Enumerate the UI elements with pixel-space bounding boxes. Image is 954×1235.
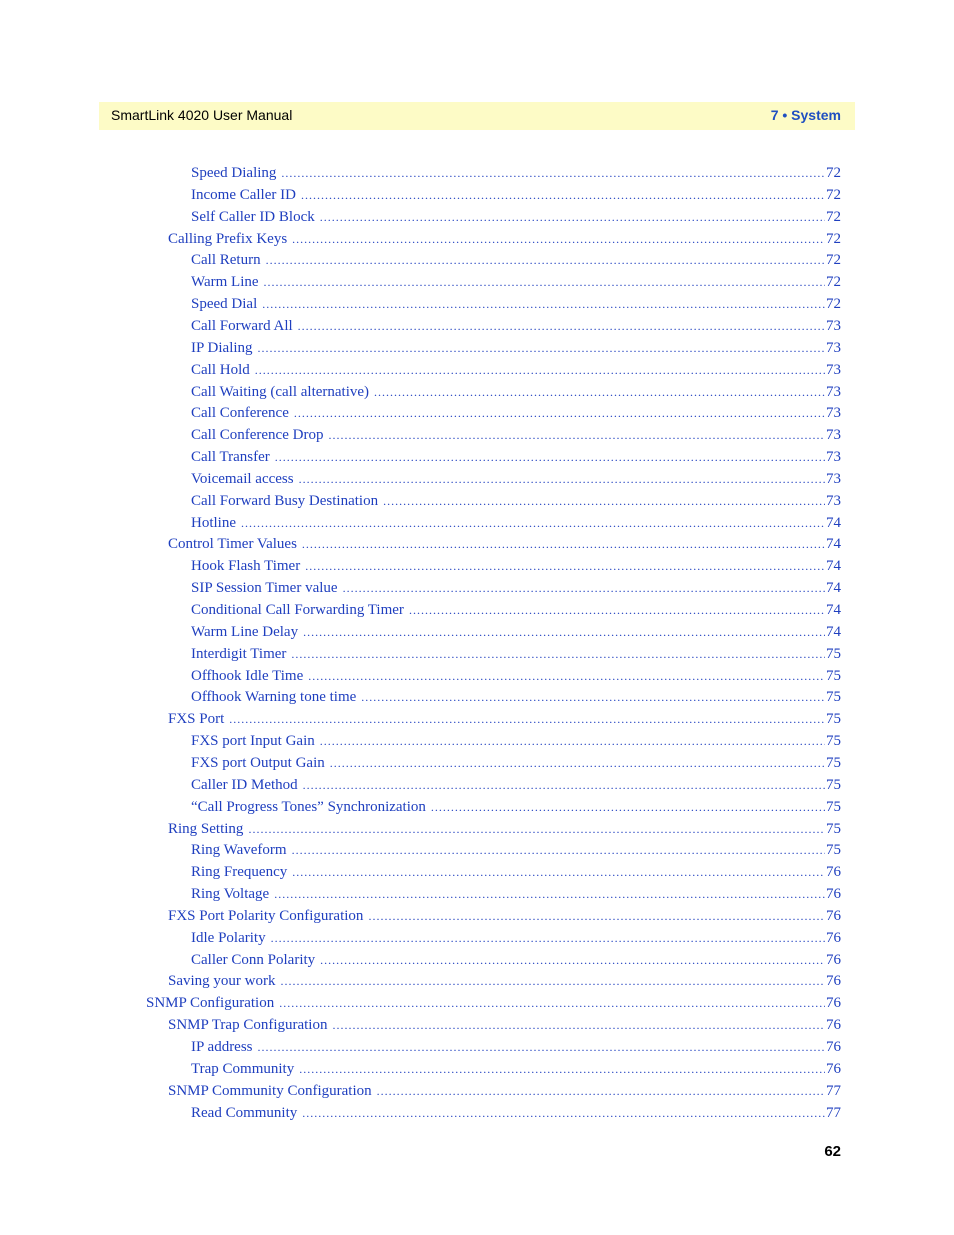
toc-entry-page: 77 [826,1104,841,1121]
toc-entry[interactable] [191,249,841,271]
toc-entry[interactable] [191,1058,841,1080]
toc-entry-page: 73 [826,492,841,509]
toc-entry-title: Self Caller ID Block [191,208,315,225]
toc-entry-title: Read Community [191,1104,298,1121]
toc-entry-page: 74 [826,536,841,553]
toc-leader-dots [301,184,825,206]
toc-entry[interactable] [168,1014,841,1036]
toc-leader-dots [229,708,825,730]
toc-leader-dots [291,643,825,665]
toc-entry-title: Caller Conn Polarity [191,951,316,968]
toc-entry[interactable] [191,424,841,446]
toc-entry-page: 72 [826,274,841,291]
toc-entry-page: 74 [826,602,841,618]
toc-entry-title: Speed Dial [191,296,258,313]
toc-entry-page: 73 [826,339,841,356]
toc-leader-dots [328,424,825,446]
toc-entry-title: SNMP Configuration [146,995,275,1012]
toc-entry-page: 76 [826,1017,841,1034]
toc-leader-dots [320,949,825,971]
toc-entry[interactable] [191,861,841,883]
toc-entry[interactable] [191,774,841,796]
toc-entry-page: 75 [826,733,841,750]
toc-leader-dots [320,206,825,228]
toc-leader-dots [332,1014,825,1036]
toc-leader-dots [271,927,825,949]
toc-entry-title: Interdigit Timer [191,645,287,662]
toc-entry[interactable] [191,730,841,752]
toc-leader-dots [279,992,825,1014]
toc-leader-dots [275,446,825,468]
toc-entry[interactable] [168,228,841,250]
toc-entry-page: 75 [826,645,841,662]
toc-entry[interactable] [191,1102,841,1124]
toc-entry-title: Call Transfer [191,449,270,466]
toc-entry-title: Conditional Call Forwarding Timer [191,602,404,618]
toc-leader-dots [281,162,825,184]
toc-entry-title: Call Forward All [191,317,293,334]
toc-leader-dots [294,402,825,424]
toc-entry[interactable] [191,271,841,293]
toc-entry-title: Ring Voltage [191,886,270,903]
toc-entry[interactable] [191,206,841,228]
toc-entry-title: IP Dialing [191,339,253,356]
toc-entry-title: FXS Port Polarity Configuration [168,907,364,924]
toc-leader-dots [241,512,825,534]
toc-entry-page: 76 [826,907,841,924]
toc-entry-page: 75 [826,754,841,771]
toc-entry-title: Warm Line [191,274,259,291]
toc-entry[interactable] [191,621,841,643]
toc-entry-page: 75 [826,776,841,793]
toc-entry-title: FXS Port [168,711,225,728]
toc-entry[interactable] [191,839,841,861]
toc-entry[interactable] [191,337,841,359]
toc-entry[interactable] [191,883,841,905]
toc-entry-page: 76 [826,1060,841,1077]
toc-entry-title: SNMP Community Configuration [168,1082,372,1099]
toc-leader-dots [330,752,825,774]
toc-entry-page: 77 [826,1082,841,1099]
toc-entry-title: Call Forward Busy Destination [191,492,379,509]
toc-entry-title: Call Conference Drop [191,427,324,444]
toc-entry[interactable] [191,293,841,315]
toc-leader-dots [298,315,825,337]
toc-leader-dots [255,359,825,381]
toc-entry-title: Offhook Warning tone time [191,689,357,706]
toc-entry[interactable] [146,992,841,1014]
toc-entry-title: Call Hold [191,361,250,378]
page-number: 62 [824,1143,841,1160]
toc-entry-title: Income Caller ID [191,186,296,203]
toc-entry-title: Calling Prefix Keys [168,230,288,247]
toc-entry[interactable] [191,577,841,599]
toc-entry[interactable] [191,446,841,468]
toc-entry-title: Speed Dialing [191,165,277,181]
toc-entry-title: SIP Session Timer value [191,580,338,597]
toc-leader-dots [302,533,825,555]
toc-entry-title: “Call Progress Tones” Synchronization [191,798,426,815]
toc-entry[interactable] [168,1080,841,1102]
toc-entry-page: 75 [826,820,841,837]
toc-entry-page: 75 [826,667,841,684]
toc-entry[interactable] [191,184,841,206]
chapter-title: 7 • System [770,107,841,123]
toc-entry-title: Hook Flash Timer [191,558,301,575]
toc-entry-title: Warm Line Delay [191,623,299,640]
toc-entry-page: 75 [826,711,841,728]
toc-entry-page: 73 [826,470,841,487]
manual-title: SmartLink 4020 User Manual [111,107,293,123]
toc-entry-page: 72 [826,208,841,225]
toc-leader-dots [303,621,825,643]
toc-entry[interactable] [191,949,841,971]
toc-entry-page: 74 [826,623,841,640]
toc-entry-title: IP address [191,1039,253,1055]
toc-entry-title: FXS port Input Gain [191,733,315,750]
toc-entry-title: Ring Waveform [191,842,287,859]
toc-entry-title: Caller ID Method [191,776,298,793]
toc-leader-dots [299,1058,825,1080]
toc-entry[interactable] [168,818,841,840]
toc-entry-title: Idle Polarity [191,929,266,946]
toc-entry-page: 75 [826,798,841,815]
toc-entry[interactable] [191,665,841,687]
toc-entry-page: 75 [826,689,841,706]
toc-entry[interactable] [191,643,841,665]
toc-entry[interactable] [168,533,841,555]
toc-entry-page: 76 [826,1039,841,1055]
toc-leader-dots [343,577,825,599]
toc-leader-dots [292,839,825,861]
toc-leader-dots [262,293,825,315]
toc-entry-page: 73 [826,383,841,400]
toc-entry-title: Saving your work [168,973,276,990]
running-header [99,102,855,130]
toc-leader-dots [248,818,825,840]
toc-entry-page: 73 [826,427,841,444]
toc-entry-page: 73 [826,449,841,466]
toc-entry-page: 76 [826,929,841,946]
toc-entry-title: Call Waiting (call alternative) [191,383,370,400]
toc-leader-dots [274,883,825,905]
toc-leader-dots [258,1036,825,1058]
toc-leader-dots [266,249,825,271]
toc-entry-title: Trap Community [191,1060,295,1077]
toc-leader-dots [368,905,825,927]
toc-entry[interactable] [191,1036,841,1058]
toc-entry-page: 74 [826,558,841,575]
toc-entry-title: Hotline [191,514,236,531]
toc-entry[interactable] [191,490,841,512]
toc-leader-dots [292,228,825,250]
toc-entry-page: 73 [826,317,841,334]
toc-entry[interactable] [168,905,841,927]
toc-entry-page: 72 [826,296,841,313]
toc-entry-page: 75 [826,842,841,859]
toc-entry-page: 76 [826,864,841,881]
toc-entry[interactable] [191,686,841,708]
toc-entry[interactable] [191,512,841,534]
toc-entry-page: 74 [826,514,841,531]
toc-entry-page: 72 [826,230,841,247]
toc-entry-title: Voicemail access [191,470,294,487]
toc-entry-page: 76 [826,995,841,1012]
toc-leader-dots [281,970,826,992]
toc-entry[interactable] [191,162,841,184]
toc-entry[interactable] [191,359,841,381]
toc-leader-dots [264,271,825,293]
toc-leader-dots [258,337,825,359]
toc-leader-dots [320,730,825,752]
toc-entry[interactable] [191,555,841,577]
toc-leader-dots [383,490,825,512]
toc-leader-dots [302,1102,825,1124]
toc-entry[interactable] [191,599,841,621]
toc-entry-title: Offhook Idle Time [191,667,304,684]
toc-entry[interactable] [168,970,841,992]
toc-entry[interactable] [191,468,841,490]
toc-leader-dots [303,774,825,796]
toc-entry-title: Ring Frequency [191,864,288,881]
toc-entry-page: 76 [826,951,841,968]
toc-leader-dots [377,1080,825,1102]
toc-entry[interactable] [191,402,841,424]
toc-entry-page: 76 [826,886,841,903]
toc-leader-dots [409,599,825,621]
toc-entry-page: 76 [826,973,841,990]
toc-entry-page: 72 [826,186,841,203]
toc-leader-dots [292,861,825,883]
toc-entry[interactable] [191,752,841,774]
toc-entry[interactable] [191,381,841,403]
toc-leader-dots [299,468,825,490]
toc-entry[interactable] [191,796,841,818]
toc-entry[interactable] [191,927,841,949]
toc-leader-dots [308,665,825,687]
toc-leader-dots [374,381,825,403]
toc-entry-page: 73 [826,361,841,378]
toc-entry-title: SNMP Trap Configuration [168,1017,328,1034]
toc-entry-title: Control Timer Values [168,536,297,553]
toc-entry[interactable] [168,708,841,730]
toc-entry-page: 72 [826,252,841,269]
toc-entry[interactable] [191,315,841,337]
toc-entry-title: Ring Setting [168,820,244,837]
toc-leader-dots [431,796,825,818]
toc-leader-dots [361,686,825,708]
toc-entry-page: 73 [826,405,841,422]
toc-entry-title: FXS port Output Gain [191,754,325,771]
toc-entry-title: Call Return [191,252,261,269]
toc-entry-page: 72 [826,165,841,181]
toc-entry-page: 74 [826,580,841,597]
toc-leader-dots [305,555,825,577]
toc-entry-title: Call Conference [191,405,289,422]
